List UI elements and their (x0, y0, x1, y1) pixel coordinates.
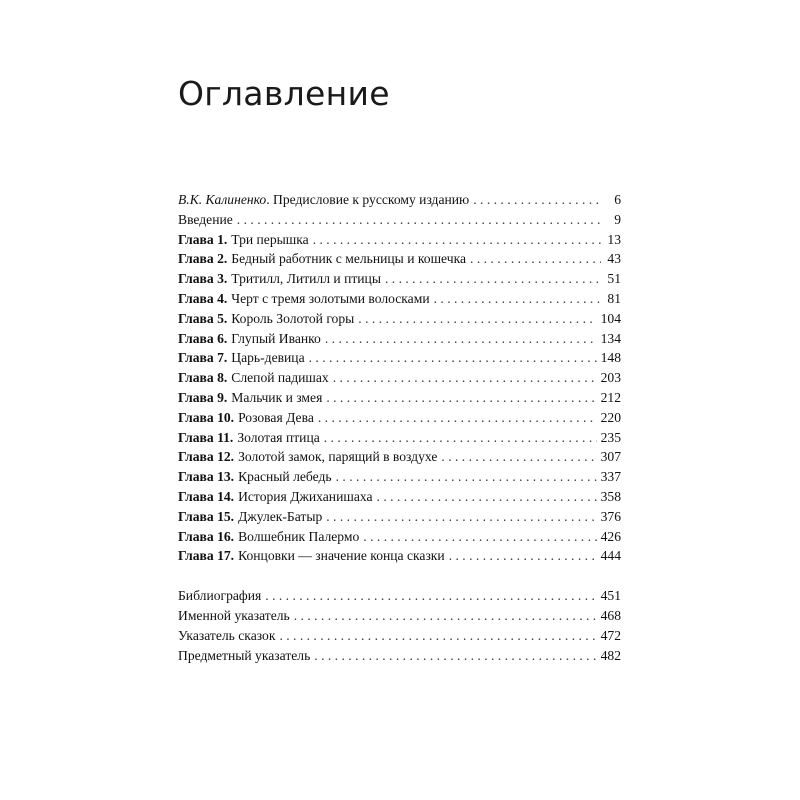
toc-page-number: 472 (600, 627, 621, 643)
toc-entry-chapter[interactable] (178, 230, 621, 250)
chapter-label: Глава 13. (178, 469, 235, 485)
chapter-label: Глава 16. (178, 528, 235, 544)
chapter-label: Глава 11. (178, 429, 234, 445)
appendix-title: Библиография (178, 588, 262, 604)
chapter-label: Глава 6. (178, 330, 228, 346)
chapter-title: История Джиханишаха (238, 488, 373, 504)
toc-entry-title: Введение (178, 211, 233, 227)
appendix-title: Именной указатель (178, 607, 290, 623)
toc-page-number: 307 (600, 449, 621, 465)
chapter-title: Слепой падишах (231, 370, 329, 386)
toc-entry-chapter[interactable] (178, 428, 621, 448)
chapter-label: Глава 9. (178, 389, 228, 405)
toc-page-number: 104 (600, 310, 621, 326)
chapter-title: Джулек-Батыр (238, 508, 323, 524)
dot-leader (358, 309, 596, 329)
toc-entry-appendix[interactable] (178, 606, 621, 626)
toc-entry-chapter[interactable] (178, 467, 621, 487)
toc-page-number: 81 (607, 290, 621, 306)
page-title: Оглавление (178, 74, 390, 113)
preface-author: В.К. Калиненко (178, 192, 267, 207)
chapter-title: Три перышка (231, 231, 309, 247)
toc-entry-chapter[interactable] (178, 447, 621, 467)
chapter-title: Золотая птица (237, 429, 320, 445)
toc-entry-chapter[interactable] (178, 368, 621, 388)
toc-page-number: 426 (600, 528, 621, 544)
chapter-label: Глава 1. (178, 231, 228, 247)
chapter-title: Мальчик и змея (231, 389, 323, 405)
dot-leader (326, 507, 596, 527)
toc-page-number: 203 (600, 370, 621, 386)
appendix-list (178, 586, 621, 665)
dot-leader (279, 626, 596, 646)
chapter-title: Золотой замок, парящий в воздухе (238, 449, 438, 465)
chapter-title: Красный лебедь (238, 469, 332, 485)
toc-page-number: 444 (600, 548, 621, 564)
toc-entry-chapter[interactable] (178, 329, 621, 349)
dot-leader (265, 586, 596, 606)
toc-page-number: 212 (600, 389, 621, 405)
dot-leader (318, 408, 597, 428)
chapter-label: Глава 3. (178, 271, 228, 287)
toc-page-number: 13 (607, 231, 621, 247)
chapter-label: Глава 5. (178, 310, 228, 326)
toc-entry-chapter[interactable] (178, 487, 621, 507)
toc-page-number: 235 (600, 429, 621, 445)
toc-entry-chapter[interactable] (178, 348, 621, 368)
chapter-label: Глава 17. (178, 548, 235, 564)
chapter-title: Глупый Иванко (231, 330, 321, 346)
chapter-label: Глава 2. (178, 251, 228, 267)
toc-entry-preface[interactable] (178, 190, 621, 210)
dot-leader (333, 368, 597, 388)
dot-leader (309, 348, 597, 368)
chapter-label: Глава 7. (178, 350, 228, 366)
dot-leader (473, 190, 601, 210)
toc-entry-title (178, 190, 469, 210)
chapter-title: Бедный работник с мельницы и кошечка (231, 251, 467, 267)
chapter-title: Розовая Дева (238, 409, 314, 425)
dot-leader (377, 487, 597, 507)
toc-page-number: 468 (600, 607, 621, 623)
toc-entry-appendix[interactable] (178, 626, 621, 646)
chapter-title: Черт с тремя золотыми волосками (231, 290, 430, 306)
toc-page-number: 6 (614, 192, 621, 207)
toc-entry-chapter[interactable] (178, 249, 621, 269)
toc-entry-chapter[interactable] (178, 289, 621, 309)
dot-leader (294, 606, 597, 626)
dot-leader (326, 388, 596, 408)
toc-entry-chapter[interactable] (178, 507, 621, 527)
preface-title: Предисловие к русскому изданию (273, 192, 470, 207)
table-of-contents (178, 190, 621, 665)
toc-entry-chapter[interactable] (178, 388, 621, 408)
appendix-title: Предметный указатель (178, 647, 311, 663)
dot-leader (363, 527, 596, 547)
dot-leader (314, 646, 596, 666)
toc-entry-appendix[interactable] (178, 646, 621, 666)
toc-page-number: 358 (600, 488, 621, 504)
dot-leader (441, 447, 596, 467)
section-spacer (178, 566, 621, 586)
toc-page-number: 337 (600, 469, 621, 485)
toc-entry-intro[interactable] (178, 210, 621, 230)
chapter-label: Глава 8. (178, 370, 228, 386)
chapter-title: Волшебник Палермо (238, 528, 360, 544)
preface-separator: . (266, 192, 274, 207)
dot-leader (325, 329, 597, 349)
chapter-label: Глава 15. (178, 508, 235, 524)
toc-page-number: 451 (600, 588, 621, 604)
toc-page-number: 148 (600, 350, 621, 366)
toc-page-number: 482 (600, 647, 621, 663)
dot-leader (470, 249, 601, 269)
appendix-title: Указатель сказок (178, 627, 276, 643)
toc-entry-chapter[interactable] (178, 309, 621, 329)
toc-entry-chapter[interactable] (178, 269, 621, 289)
toc-entry-appendix[interactable] (178, 586, 621, 606)
toc-page-number: 51 (607, 271, 621, 287)
chapter-list (178, 230, 621, 567)
dot-leader (336, 467, 597, 487)
toc-page-number: 220 (600, 409, 621, 425)
toc-page-number: 9 (614, 211, 621, 227)
chapter-label: Глава 10. (178, 409, 235, 425)
dot-leader (449, 546, 597, 566)
chapter-label: Глава 14. (178, 488, 235, 504)
dot-leader (324, 428, 597, 448)
chapter-title: Король Золотой горы (231, 310, 355, 326)
toc-page-number: 376 (600, 508, 621, 524)
chapter-title: Концовки — значение конца сказки (238, 548, 445, 564)
toc-page-number: 43 (607, 251, 621, 267)
chapter-label: Глава 12. (178, 449, 235, 465)
toc-entry-chapter[interactable] (178, 527, 621, 547)
chapter-title: Тритилл, Литилл и птицы (231, 271, 381, 287)
dot-leader (434, 289, 601, 309)
chapter-title: Царь-девица (231, 350, 305, 366)
toc-page-number: 134 (600, 330, 621, 346)
dot-leader (385, 269, 601, 289)
toc-entry-chapter[interactable] (178, 546, 621, 566)
toc-entry-chapter[interactable] (178, 408, 621, 428)
dot-leader (237, 210, 601, 230)
chapter-label: Глава 4. (178, 290, 228, 306)
dot-leader (313, 230, 601, 250)
